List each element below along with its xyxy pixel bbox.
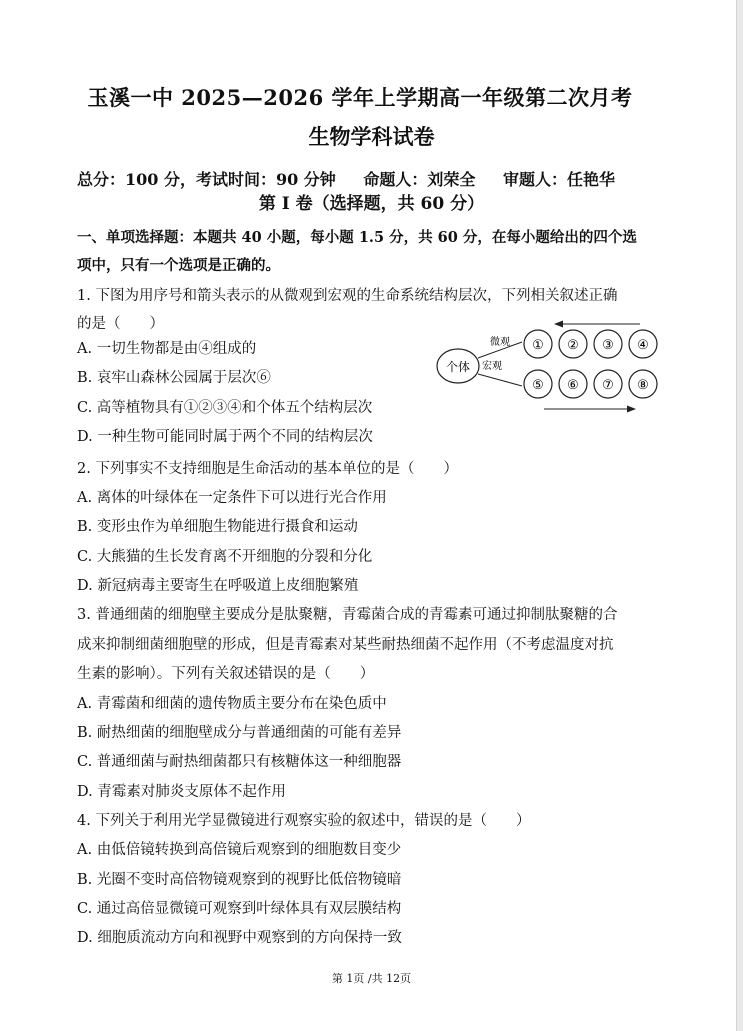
circle-4-label: ④ (637, 338, 649, 353)
page-footer: 第 1页 /共 12页 (331, 972, 412, 985)
q1-option-c: C. 高等植物具有①②③④和个体五个结构层次 (77, 400, 373, 416)
q3-stem-line3: 生素的影响）。下列有关叙述错误的是（ ） (77, 666, 375, 682)
exam-total: 总分：100 分，考试时间：90 分钟 (77, 170, 336, 189)
q1-option-d: D. 一种生物可能同时属于两个不同的结构层次 (77, 429, 373, 445)
q1-stem-line1: 1. 下图为用序号和箭头表示的从微观到宏观的生命系统结构层次，下列相关叙述正确 (77, 288, 618, 304)
q3-stem-line2: 成来抑制细菌细胞壁的形成，但是青霉素对某些耐热细菌不起作用（不考虑温度对抗 (77, 637, 614, 653)
page-edge (736, 0, 743, 1031)
exam-reviewer: 审题人：任艳华 (502, 170, 615, 189)
circle-8-label: ⑧ (637, 378, 649, 393)
q4-option-d: D. 细胞质流动方向和视野中观察到的方向保持一致 (77, 930, 402, 946)
circle-5-label: ⑤ (532, 378, 544, 393)
q2-option-c: C. 大熊猫的生长发育离不开细胞的分裂和分化 (77, 549, 373, 565)
circle-3-label: ③ (602, 338, 614, 353)
macro-label: 宏观 (482, 361, 502, 372)
individual-label: 个体 (445, 360, 471, 374)
q1-stem-line2: 的是（ ） (77, 316, 164, 332)
q4-stem: 4. 下列关于利用光学显微镜进行观察实验的叙述中，错误的是（ ） (77, 813, 531, 829)
q3-option-b: B. 耐热细菌的细胞壁成分与普通细菌的可能有差异 (77, 725, 402, 741)
life-system-diagram (432, 318, 668, 418)
circle-6-label: ⑥ (567, 378, 579, 393)
q3-option-a: A. 青霉菌和细菌的遗传物质主要分布在染色质中 (77, 696, 387, 712)
q2-option-a: A. 离体的叶绿体在一定条件下可以进行光合作用 (77, 490, 387, 506)
instructions-line1: 一、单项选择题：本题共 40 小题，每小题 1.5 分，共 60 分，在每小题给出的四个选 (77, 229, 637, 246)
q2-option-d: D. 新冠病毒主要寄生在呼吸道上皮细胞繁殖 (77, 578, 359, 594)
exam-subtitle: 生物学科试卷 (308, 124, 435, 149)
exam-title: 玉溪一中 2025—2026 学年上学期高一年级第二次月考 (87, 85, 633, 110)
top-arrow-head (554, 321, 563, 328)
q4-option-b: B. 光圈不变时高倍物镜观察到的视野比低倍物镜暗 (77, 872, 402, 888)
micro-label: 微观 (490, 337, 510, 348)
section-title: 第 I 卷（选择题，共 60 分） (258, 194, 485, 214)
q4-option-c: C. 通过高倍显微镜可观察到叶绿体具有双层膜结构 (77, 901, 402, 917)
top-circles (524, 330, 657, 358)
bottom-arrow-head (627, 406, 636, 413)
exam-author: 命题人：刘荣全 (363, 170, 476, 189)
circle-2-label: ② (567, 338, 579, 353)
circle-1-label: ① (532, 338, 544, 353)
bottom-circles (524, 370, 657, 398)
q3-stem-line1: 3. 普通细菌的细胞壁主要成分是肽聚糖，青霉菌合成的青霉素可通过抑制肽聚糖的合 (77, 607, 618, 623)
circle-7-label: ⑦ (602, 378, 614, 393)
q1-option-b: B. 哀牢山森林公园属于层次⑥ (77, 370, 271, 386)
q2-stem: 2. 下列事实不支持细胞是生命活动的基本单位的是（ ） (77, 461, 458, 477)
instructions-line2: 项中，只有一个选项是正确的。 (77, 257, 280, 274)
exam-meta (77, 167, 637, 190)
macro-link-line (478, 374, 522, 386)
q4-option-a: A. 由低倍镜转换到高倍镜后观察到的细胞数目变少 (77, 842, 402, 858)
q2-option-b: B. 变形虫作为单细胞生物能进行摄食和运动 (77, 519, 358, 535)
q3-option-c: C. 普通细菌与耐热细菌都只有核糖体这一种细胞器 (77, 754, 402, 770)
q3-option-d: D. 青霉素对肺炎支原体不起作用 (77, 784, 286, 800)
q1-option-a: A. 一切生物都是由④组成的 (77, 341, 257, 357)
